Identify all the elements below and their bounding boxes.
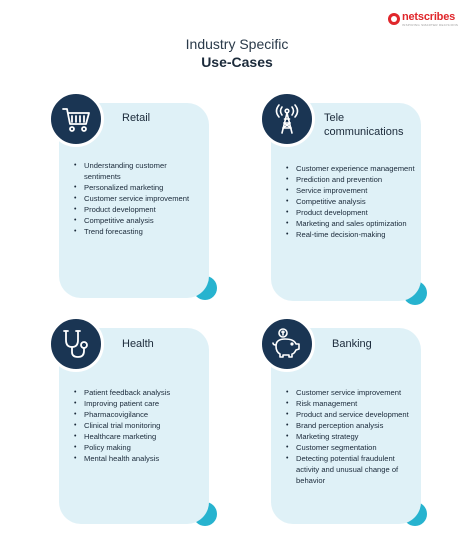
list-item: • Policy making (74, 442, 202, 453)
list-item: • Customer service improvement (74, 193, 202, 204)
retail-icon-badge (48, 91, 104, 147)
list-item: • Detecting potential fraudulent activity and unusual change of behavior (286, 453, 418, 486)
page-title (0, 36, 474, 70)
cell-tower-icon (271, 103, 303, 135)
list-item: • Improving patient care (74, 398, 202, 409)
banking-list (286, 387, 418, 486)
stethoscope-icon (60, 328, 92, 360)
list-item: • Customer experience management (286, 163, 416, 174)
banking-title: Banking (332, 338, 372, 350)
list-item: • Competitive analysis (286, 196, 416, 207)
list-item: • Customer service improvement (286, 387, 418, 398)
list-item: • Marketing and sales optimization (286, 218, 416, 229)
title-line-2: Use-Cases (201, 54, 273, 70)
telecom-icon-badge (259, 91, 315, 147)
retail-list (74, 160, 202, 237)
telecom-title (324, 112, 403, 140)
title-line-1: Industry Specific (185, 36, 289, 52)
telecom-list (286, 163, 416, 240)
list-item: • Marketing strategy (286, 431, 418, 442)
list-item: • Prediction and prevention (286, 174, 416, 185)
list-item: • Pharmacovigilance (74, 409, 202, 420)
shopping-cart-icon (60, 103, 92, 135)
list-item: • Product and service development (286, 409, 418, 420)
telecom-title-line-1: Tele (324, 112, 345, 124)
list-item: • Mental health analysis (74, 453, 202, 464)
list-item: • Customer segmentation (286, 442, 418, 453)
piggy-bank-icon (270, 328, 304, 360)
list-item: • Product development (74, 204, 202, 215)
list-item: • Clinical trial monitoring (74, 420, 202, 431)
telecom-title-line-2: communications (324, 125, 404, 138)
health-title: Health (122, 338, 154, 350)
list-item: • Competitive analysis (74, 215, 202, 226)
list-item: • Service improvement (286, 185, 416, 196)
list-item: • Product development (286, 207, 416, 218)
list-item: • Patient feedback analysis (74, 387, 202, 398)
list-item: • Brand perception analysis (286, 420, 418, 431)
banking-icon-badge (259, 316, 315, 372)
list-item: • Healthcare marketing (74, 431, 202, 442)
health-icon-badge (48, 316, 104, 372)
list-item: • Trend forecasting (74, 226, 202, 237)
list-item: • Understanding customer sentiments (74, 160, 202, 182)
retail-title: Retail (122, 112, 151, 124)
logo-mark-icon (388, 13, 400, 25)
netscribes-logo (388, 12, 458, 27)
list-item: • Personalized marketing (74, 182, 202, 193)
list-item: • Risk management (286, 398, 418, 409)
list-item: • Real-time decision-making (286, 229, 416, 240)
logo-tagline: INSPIRING SMARTER DECISIONS (402, 23, 459, 27)
logo-name: netscribes (402, 11, 456, 23)
health-list (74, 387, 202, 464)
